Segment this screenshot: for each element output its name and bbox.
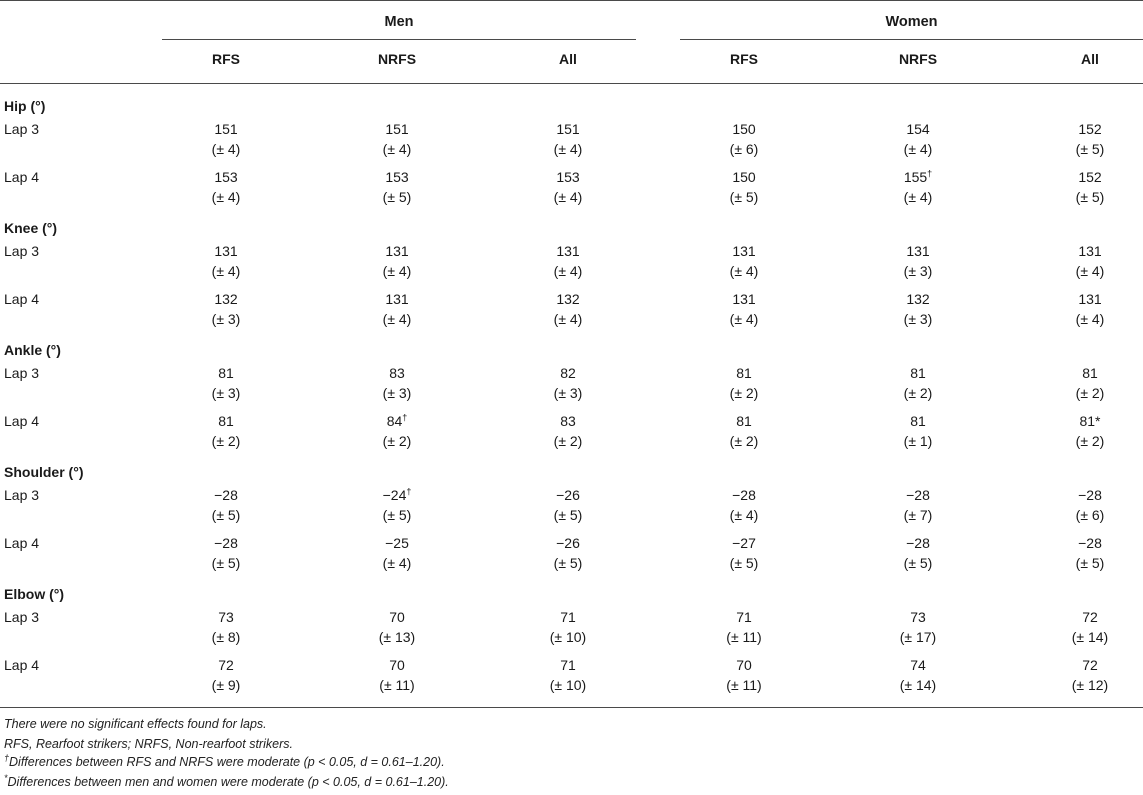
cell-value-line — [684, 363, 804, 383]
cell-value: −28 — [732, 487, 756, 503]
cell-value: 152 — [1078, 169, 1102, 185]
cell-value: −28 — [1078, 487, 1102, 503]
cell-value: 82 — [560, 365, 576, 381]
table-cell — [1030, 241, 1143, 281]
table-cell — [1030, 363, 1143, 403]
cell-sd: (± 5) — [1075, 189, 1105, 205]
cell-value: 81 — [910, 365, 926, 381]
cell-value-line — [1030, 411, 1143, 431]
cell-value: 132 — [906, 291, 930, 307]
table-cell — [337, 485, 457, 525]
dagger-superscript: † — [402, 412, 408, 423]
table-cell — [166, 485, 286, 525]
cell-sd: (± 5) — [729, 555, 759, 571]
table-cell — [684, 411, 804, 451]
cell-value-line — [508, 289, 628, 309]
cell-value-line — [1030, 167, 1143, 187]
cell-sd: (± 5) — [1075, 555, 1105, 571]
group-header-women: Women — [885, 14, 938, 30]
table-cell — [684, 167, 804, 207]
cell-value: 70 — [736, 657, 752, 673]
cell-value: −26 — [556, 535, 580, 551]
cell-sd: (± 2) — [1075, 433, 1105, 449]
row-label: Lap 4 — [4, 291, 40, 307]
cell-sd: (± 2) — [553, 433, 583, 449]
cell-sd: (± 2) — [729, 433, 759, 449]
table-cell — [858, 655, 978, 695]
cell-value: 83 — [389, 365, 405, 381]
row-label: Lap 4 — [4, 535, 40, 551]
table-cell — [337, 119, 457, 159]
cell-value: 150 — [732, 121, 756, 137]
cell-value: 81 — [1082, 365, 1098, 381]
table-cell — [684, 607, 804, 647]
cell-value-line — [858, 655, 978, 675]
cell-value: 81 — [736, 413, 752, 429]
cell-value: 131 — [385, 291, 409, 307]
table-cell — [166, 533, 286, 573]
table-cell — [166, 411, 286, 451]
cell-sd: (± 2) — [729, 385, 759, 401]
cell-sd: (± 2) — [382, 433, 412, 449]
cell-sd: (± 4) — [382, 555, 412, 571]
cell-value: 71 — [560, 609, 576, 625]
column-header-women-nrfs: NRFS — [898, 51, 938, 67]
cell-sd: (± 3) — [211, 385, 241, 401]
cell-value-line — [858, 485, 978, 505]
cell-value-line — [166, 289, 286, 309]
cell-sd: (± 10) — [549, 677, 587, 693]
table-cell — [508, 167, 628, 207]
cell-sd: (± 5) — [211, 507, 241, 523]
cell-value: 151 — [385, 121, 409, 137]
cell-value-line — [166, 241, 286, 261]
table-cell — [508, 485, 628, 525]
cell-sd: (± 14) — [899, 677, 937, 693]
table-cell — [508, 655, 628, 695]
cell-value-line — [684, 655, 804, 675]
section-heading: Ankle (°) — [4, 342, 61, 358]
row-label: Lap 3 — [4, 487, 40, 503]
table-cell — [1030, 485, 1143, 525]
table-cell — [166, 241, 286, 281]
table-cell — [508, 241, 628, 281]
cell-value: 72 — [218, 657, 234, 673]
cell-value-line — [166, 533, 286, 553]
table-cell — [1030, 119, 1143, 159]
cell-sd: (± 5) — [382, 189, 412, 205]
cell-value-line — [166, 655, 286, 675]
cell-value-line — [684, 485, 804, 505]
cell-value-line — [858, 607, 978, 627]
column-header-men-all: All — [559, 51, 577, 67]
cell-sd: (± 5) — [553, 507, 583, 523]
cell-value-line — [1030, 289, 1143, 309]
column-header-women-all: All — [1081, 51, 1099, 67]
cell-value: 154 — [906, 121, 930, 137]
cell-value-line — [1030, 485, 1143, 505]
table-cell — [684, 655, 804, 695]
cell-value-line — [858, 167, 978, 187]
cell-value-line — [337, 119, 457, 139]
column-header-men-rfs: RFS — [212, 51, 240, 67]
cell-value-line — [508, 363, 628, 383]
cell-value: −28 — [906, 535, 930, 551]
cell-value: −27 — [732, 535, 756, 551]
cell-sd: (± 6) — [1075, 507, 1105, 523]
cell-value-line — [166, 411, 286, 431]
cell-value-line — [684, 167, 804, 187]
table-cell — [684, 289, 804, 329]
cell-value: 84 — [386, 413, 403, 429]
cell-value: 155 — [903, 169, 928, 185]
cell-value: 150 — [732, 169, 756, 185]
footnote-abbreviations: RFS, Rearfoot strikers; NRFS, Non-rearfoot strikers. — [4, 737, 293, 751]
row-label: Lap 4 — [4, 413, 40, 429]
table-cell — [858, 363, 978, 403]
cell-sd: (± 17) — [899, 629, 937, 645]
table-cell — [166, 655, 286, 695]
cell-sd: (± 5) — [211, 555, 241, 571]
table-cell — [337, 607, 457, 647]
table-cell — [858, 241, 978, 281]
row-label: Lap 3 — [4, 365, 40, 381]
table-cell — [684, 119, 804, 159]
cell-sd: (± 3) — [553, 385, 583, 401]
cell-sd: (± 4) — [729, 311, 759, 327]
cell-sd: (± 3) — [903, 311, 933, 327]
row-label: Lap 3 — [4, 243, 40, 259]
cell-sd: (± 4) — [553, 189, 583, 205]
cell-sd: (± 4) — [211, 189, 241, 205]
table-cell — [1030, 167, 1143, 207]
row-label: Lap 3 — [4, 121, 40, 137]
footnote-laps: There were no significant effects found for laps. — [4, 717, 267, 731]
cell-sd: (± 11) — [726, 677, 762, 693]
cell-value: 81 — [218, 365, 234, 381]
cell-sd: (± 8) — [211, 629, 241, 645]
cell-sd: (± 4) — [553, 311, 583, 327]
section-heading: Knee (°) — [4, 220, 58, 236]
cell-value-line — [166, 485, 286, 505]
table-cell — [1030, 533, 1143, 573]
cell-value-line — [1030, 363, 1143, 383]
cell-sd: (± 2) — [1075, 385, 1105, 401]
column-header-women-rfs: RFS — [730, 51, 758, 67]
cell-value: 131 — [906, 243, 930, 259]
cell-value-line — [1030, 241, 1143, 261]
cell-value-line — [508, 533, 628, 553]
row-label: Lap 4 — [4, 657, 40, 673]
cell-value: 151 — [556, 121, 580, 137]
cell-value: 70 — [389, 657, 405, 673]
table-cell — [508, 533, 628, 573]
cell-sd: (± 4) — [382, 311, 412, 327]
cell-value-line — [166, 119, 286, 139]
bottom-rule — [0, 707, 1143, 708]
cell-sd: (± 5) — [903, 555, 933, 571]
cell-value: 71 — [736, 609, 752, 625]
dagger-mark: † — [4, 752, 10, 763]
cell-value-line — [858, 119, 978, 139]
cell-value-line — [337, 167, 457, 187]
cell-sd: (± 4) — [382, 263, 412, 279]
cell-sd: (± 11) — [726, 629, 762, 645]
section-heading: Shoulder (°) — [4, 464, 84, 480]
cell-value-line — [1030, 119, 1143, 139]
cell-sd: (± 1) — [903, 433, 933, 449]
table-cell — [684, 485, 804, 525]
table-cell — [166, 119, 286, 159]
cell-sd: (± 3) — [382, 385, 412, 401]
cell-value-line — [508, 167, 628, 187]
table-cell — [858, 411, 978, 451]
cell-value-line — [1030, 607, 1143, 627]
cell-value: −24 — [382, 487, 407, 503]
cell-value-line — [508, 411, 628, 431]
cell-value: 132 — [214, 291, 238, 307]
cell-sd: (± 14) — [1071, 629, 1109, 645]
cell-sd: (± 4) — [729, 263, 759, 279]
cell-value-line — [337, 485, 457, 505]
table-cell — [337, 167, 457, 207]
cell-value-line — [337, 655, 457, 675]
dagger-superscript: † — [406, 486, 412, 497]
cell-value-line — [337, 411, 457, 431]
footnote-star — [4, 772, 449, 789]
cell-value: −28 — [214, 535, 238, 551]
cell-value: 72 — [1082, 609, 1098, 625]
table-cell — [1030, 607, 1143, 647]
table-cell — [337, 289, 457, 329]
table-cell — [858, 167, 978, 207]
cell-sd: (± 3) — [211, 311, 241, 327]
cell-value: 131 — [556, 243, 580, 259]
table-cell — [858, 607, 978, 647]
cell-value-line — [508, 607, 628, 627]
cell-value: −26 — [556, 487, 580, 503]
cell-sd: (± 5) — [1075, 141, 1105, 157]
cell-value-line — [684, 289, 804, 309]
cell-value-line — [508, 655, 628, 675]
cell-value-line — [1030, 533, 1143, 553]
cell-value: 81 — [218, 413, 234, 429]
table-cell — [508, 607, 628, 647]
table-cell — [858, 289, 978, 329]
cell-value: 131 — [732, 291, 756, 307]
cell-value-line — [684, 533, 804, 553]
cell-value: 81 — [910, 413, 926, 429]
cell-value: 71 — [560, 657, 576, 673]
cell-value: 70 — [389, 609, 405, 625]
table-cell — [166, 289, 286, 329]
cell-sd: (± 4) — [553, 263, 583, 279]
cell-value: 81* — [1079, 413, 1101, 429]
cell-value-line — [166, 363, 286, 383]
cell-value: 131 — [1078, 243, 1102, 259]
table-cell — [337, 533, 457, 573]
cell-sd: (± 4) — [553, 141, 583, 157]
footnote-star-text: Differences between men and women were moderate (p < 0.05, d = 0.61–1.20). — [7, 775, 449, 789]
table-cell — [337, 411, 457, 451]
cell-sd: (± 5) — [382, 507, 412, 523]
table-cell — [337, 655, 457, 695]
cell-sd: (± 4) — [729, 507, 759, 523]
section-heading: Hip (°) — [4, 98, 46, 114]
cell-value-line — [337, 533, 457, 553]
cell-value: 73 — [910, 609, 926, 625]
cell-value-line — [858, 241, 978, 261]
header-rule — [0, 83, 1143, 84]
cell-value: 152 — [1078, 121, 1102, 137]
cell-sd: (± 9) — [211, 677, 241, 693]
women-group-rule — [680, 39, 1143, 40]
cell-value: −25 — [385, 535, 409, 551]
cell-sd: (± 4) — [211, 263, 241, 279]
cell-value-line — [337, 289, 457, 309]
cell-sd: (± 4) — [1075, 263, 1105, 279]
cell-value-line — [166, 167, 286, 187]
cell-sd: (± 2) — [211, 433, 241, 449]
column-header-men-nrfs: NRFS — [377, 51, 417, 67]
cell-sd: (± 12) — [1071, 677, 1109, 693]
table-cell — [166, 167, 286, 207]
cell-value-line — [858, 289, 978, 309]
cell-sd: (± 3) — [903, 263, 933, 279]
dagger-superscript: † — [927, 168, 933, 179]
row-label: Lap 4 — [4, 169, 40, 185]
table-cell — [508, 363, 628, 403]
cell-value: 131 — [732, 243, 756, 259]
cell-value: 153 — [214, 169, 238, 185]
table-cell — [684, 241, 804, 281]
footnote-dagger — [4, 752, 445, 769]
cell-value-line — [858, 533, 978, 553]
cell-sd: (± 5) — [729, 189, 759, 205]
footnote-dagger-text: Differences between RFS and NRFS were moderate (p < 0.05, d = 0.61–1.20). — [9, 755, 445, 769]
cell-value-line — [508, 241, 628, 261]
cell-value: 81 — [736, 365, 752, 381]
cell-value-line — [508, 119, 628, 139]
cell-sd: (± 11) — [379, 677, 415, 693]
table-cell — [684, 363, 804, 403]
table-cell — [166, 363, 286, 403]
cell-value-line — [684, 607, 804, 627]
star-mark: * — [4, 772, 8, 783]
cell-value-line — [337, 363, 457, 383]
table-cell — [337, 241, 457, 281]
cell-sd: (± 10) — [549, 629, 587, 645]
table-cell — [508, 411, 628, 451]
cell-sd: (± 5) — [553, 555, 583, 571]
cell-value: 131 — [214, 243, 238, 259]
table-cell — [1030, 411, 1143, 451]
cell-sd: (± 2) — [903, 385, 933, 401]
table-cell — [858, 119, 978, 159]
cell-sd: (± 4) — [903, 141, 933, 157]
table-cell — [858, 485, 978, 525]
cell-sd: (± 4) — [382, 141, 412, 157]
cell-sd: (± 4) — [903, 189, 933, 205]
cell-value-line — [1030, 655, 1143, 675]
cell-sd: (± 7) — [903, 507, 933, 523]
top-rule — [0, 0, 1143, 1]
cell-value: 131 — [385, 243, 409, 259]
cell-value-line — [684, 241, 804, 261]
cell-value: 153 — [556, 169, 580, 185]
men-group-rule — [162, 39, 636, 40]
cell-value: 151 — [214, 121, 238, 137]
table-cell — [1030, 655, 1143, 695]
table-cell — [1030, 289, 1143, 329]
table-cell — [508, 289, 628, 329]
table-cell — [508, 119, 628, 159]
cell-value-line — [337, 607, 457, 627]
cell-value-line — [684, 119, 804, 139]
cell-value: 74 — [910, 657, 926, 673]
cell-value-line — [508, 485, 628, 505]
row-label: Lap 3 — [4, 609, 40, 625]
cell-sd: (± 6) — [729, 141, 759, 157]
table-cell — [858, 533, 978, 573]
cell-value-line — [858, 411, 978, 431]
cell-value-line — [684, 411, 804, 431]
cell-value: 72 — [1082, 657, 1098, 673]
cell-value: −28 — [1078, 535, 1102, 551]
section-heading: Elbow (°) — [4, 586, 65, 602]
cell-value: −28 — [214, 487, 238, 503]
cell-value: 131 — [1078, 291, 1102, 307]
cell-value-line — [858, 363, 978, 383]
cell-value: 83 — [560, 413, 576, 429]
table-cell — [684, 533, 804, 573]
cell-sd: (± 4) — [211, 141, 241, 157]
table-cell — [337, 363, 457, 403]
cell-value-line — [337, 241, 457, 261]
cell-value-line — [166, 607, 286, 627]
cell-sd: (± 4) — [1075, 311, 1105, 327]
cell-value: 132 — [556, 291, 580, 307]
group-header-men: Men — [384, 14, 414, 30]
cell-sd: (± 13) — [378, 629, 416, 645]
cell-value: 153 — [385, 169, 409, 185]
cell-value: 73 — [218, 609, 234, 625]
cell-value: −28 — [906, 487, 930, 503]
table-cell — [166, 607, 286, 647]
